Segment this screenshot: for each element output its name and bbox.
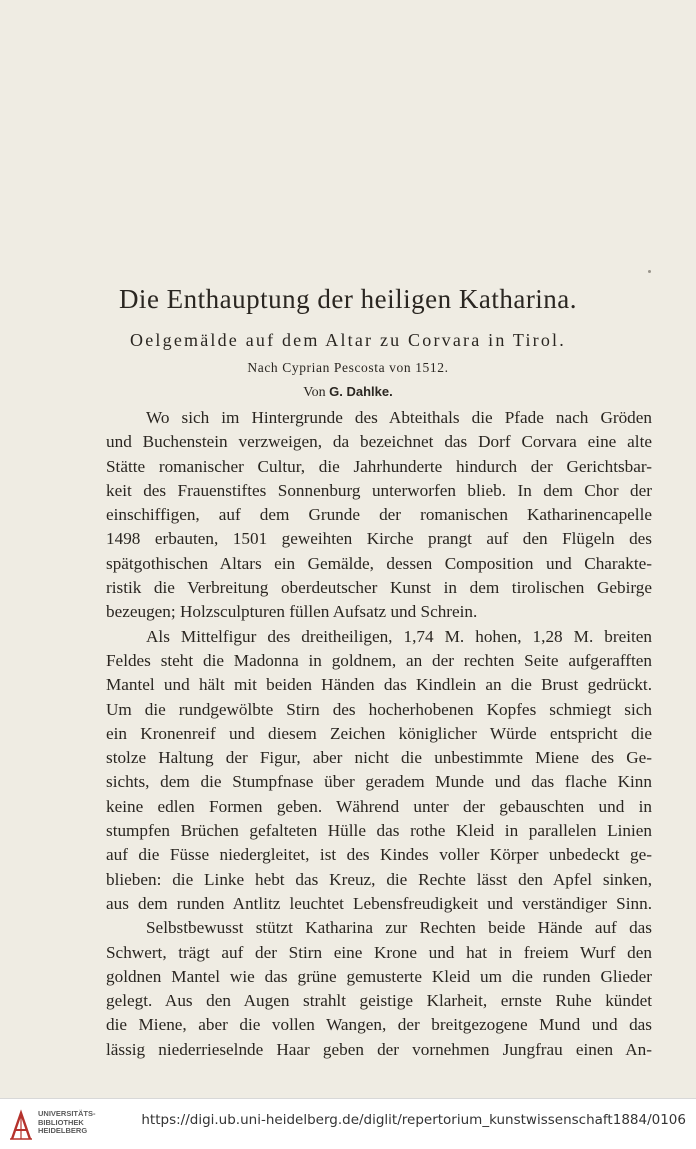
text-line: goldnen Mantel wie das grüne gemusterte Kleid um die runden Glieder (106, 966, 652, 986)
text-line: Mantel und hält mit beiden Händen das Kindlein an die Brust gedrückt. (106, 675, 652, 695)
text-line: Wo sich im Hintergrunde des Abteithals die Pfade nach Gröden (146, 408, 652, 427)
author-prefix: Von (303, 385, 326, 400)
text-line: aus dem runden Antlitz leuchtet Lebensfreudigkeit und verständiger Sinn. (106, 893, 652, 913)
text-line: bezeugen; Holzsculpturen füllen Aufsatz und Schrein. (106, 602, 478, 622)
text-line: Stätte romanischer Cultur, die Jahrhunderte hindurch der Gerichtsbar- (106, 456, 652, 476)
text-line: lässig niederrieselnde Haar geben der vornehmen Jungfrau einen An- (106, 1039, 652, 1059)
text-line: stumpfen Brüchen gefalteten Hülle das rothe Kleid in parallelen Linien (106, 821, 652, 841)
logo-line: BIBLIOTHEK (38, 1117, 84, 1127)
text-line: Selbstbewusst stützt Katharina zur Rechten beide Hände auf das (146, 918, 652, 938)
paper-speck (648, 270, 651, 273)
text-line: stolze Haltung der Figur, aber nicht die unbestimmte Miene des Ge- (106, 748, 652, 768)
author-name: G. Dahlke. (329, 384, 393, 399)
article-source: Nach Cyprian Pescosta von 1512. (247, 360, 449, 375)
library-logo-text (38, 1110, 96, 1136)
body-text (106, 406, 652, 1062)
text-line: ein Kronenreif und diesem Zeichen königlicher Würde entspricht die (106, 723, 652, 743)
text-line: Schwert, trägt auf der Stirn eine Krone und hat in freiem Wurf den (106, 942, 652, 962)
text-line: blieben: die Linke hebt das Kreuz, die Rechte lässt den Apfel sinken, (106, 869, 652, 889)
logo-line: HEIDELBERG (38, 1126, 88, 1135)
permalink-url[interactable]: https://digi.ub.uni-heidelberg.de/diglit/repertorium_kunstwissenschaft1884/0106 (141, 1112, 686, 1128)
text-line: keit des Frauenstiftes Sonnenburg unterworfen blieb. In dem Chor der (106, 480, 652, 500)
text-line: einschiffigen, auf dem Grunde der romanischen Katharinencapelle (106, 505, 652, 525)
article-subtitle: Oelgemälde auf dem Altar zu Corvara in Tirol. (130, 330, 566, 350)
text-line: 1498 erbauten, 1501 geweihten Kirche prangt auf den Flügeln des (106, 529, 652, 549)
article-author (0, 384, 696, 401)
viewer-footer (0, 1098, 696, 1149)
text-line: auf die Füsse niedergleitet, ist des Kindes voller Körper unbedeckt ge- (106, 845, 652, 865)
university-seal-icon (8, 1109, 34, 1141)
text-line: die Miene, aber die vollen Wangen, der breitgezogene Mund und das (106, 1015, 652, 1035)
text-line: gelegt. Aus den Augen strahlt geistige Klarheit, ernste Ruhe kündet (106, 991, 652, 1011)
text-line: keine edlen Formen geben. Während unter der gebauschten und in (106, 796, 652, 816)
text-line: sichts, dem die Stumpfnase über geradem Munde und das flache Kinn (106, 772, 652, 792)
logo-line: UNIVERSITÄTS- (38, 1109, 96, 1118)
text-line: Als Mittelfigur des dreitheiligen, 1,74 M. hohen, 1,28 M. breiten (146, 626, 652, 646)
text-line: ristik die Verbreitung oberdeutscher Kunst in dem tirolischen Gebirge (106, 578, 652, 598)
article-title: Die Enthauptung der heiligen Katharina. (118, 284, 578, 314)
text-line: und Buchenstein verzweigen, da bezeichnet das Dorf Corvara eine alte (106, 432, 652, 452)
text-line: Feldes steht die Madonna in goldnem, an der rechten Seite aufgerafften (106, 650, 652, 670)
text-line: spätgothischen Altars ein Gemälde, dessen Composition und Charakte- (106, 553, 652, 573)
text-line: Um die rundgewölbte Stirn des hocherhobenen Kopfes schmiegt sich (106, 699, 652, 719)
